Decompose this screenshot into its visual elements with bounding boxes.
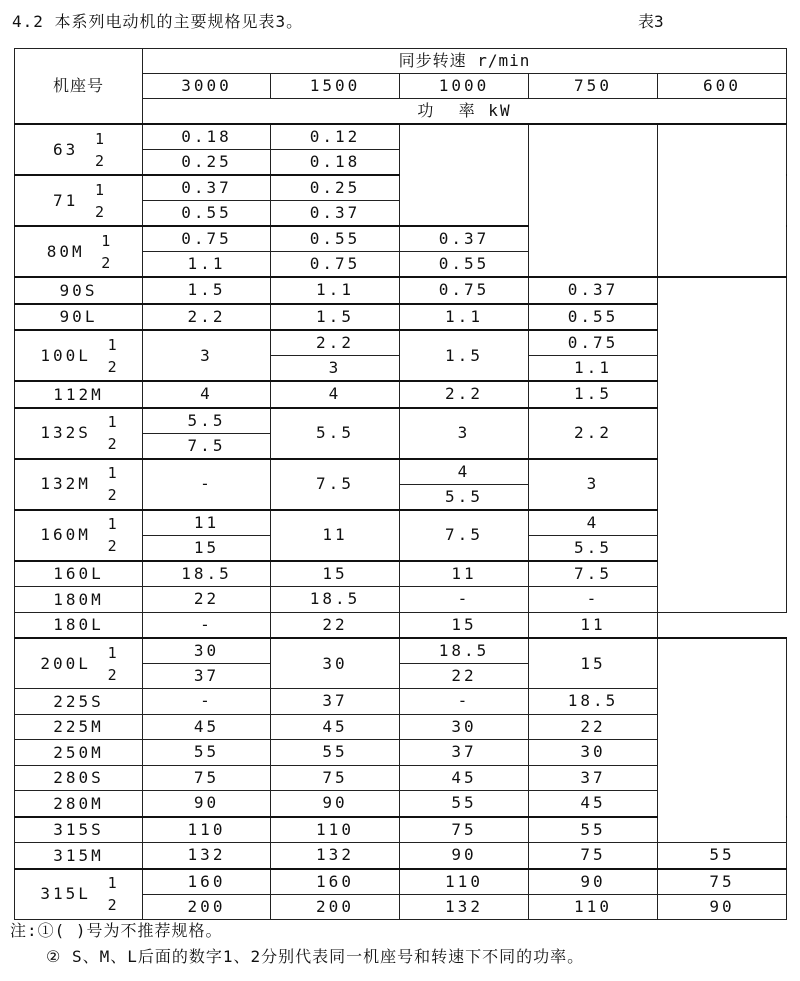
value-cell: 5.5 (271, 408, 400, 459)
value-cell: 55 (143, 740, 271, 766)
frame-cell (15, 740, 143, 766)
empty-cell (658, 124, 787, 277)
frame-label: 180M (53, 589, 104, 609)
sub-label: 2 (94, 202, 104, 221)
frame-label: 280S (53, 768, 104, 787)
table-row (15, 124, 787, 150)
frame-label: 315M (53, 845, 104, 865)
sub-label: 1 (107, 643, 117, 662)
value-cell: 2.2 (400, 381, 529, 408)
value-cell: 110 (271, 817, 400, 843)
frame-cell (15, 612, 143, 638)
value-cell: - (143, 689, 271, 715)
value-cell: 1.1 (529, 356, 658, 382)
frame-cell (15, 226, 143, 277)
value-cell: 15 (271, 561, 400, 587)
value-cell: 55 (529, 817, 658, 843)
frame-cell (15, 277, 143, 304)
value-cell: 55 (271, 740, 400, 766)
frame-label: 250M (53, 742, 104, 762)
value-cell: 22 (271, 612, 400, 638)
frame-label: 160L (53, 564, 104, 583)
value-cell: 2.2 (271, 330, 400, 356)
frame-label: 63 (53, 139, 79, 159)
value-cell: 75 (658, 869, 787, 895)
frame-cell (15, 510, 143, 561)
value-cell: 0.18 (271, 150, 400, 176)
value-cell: 160 (271, 869, 400, 895)
sub-label: 1 (107, 874, 117, 892)
value-cell: 4 (271, 381, 400, 408)
speed-750: 750 (529, 74, 658, 99)
sub-label: 1 (107, 515, 117, 533)
value-cell: 7.5 (529, 561, 658, 587)
value-cell: 0.55 (400, 252, 529, 278)
value-cell: 110 (400, 869, 529, 895)
value-cell: 2.2 (529, 408, 658, 459)
value-cell: 37 (400, 740, 529, 766)
value-cell: 0.37 (529, 277, 658, 304)
value-cell: 160 (143, 869, 271, 895)
frame-label: 71 (53, 190, 79, 210)
frame-cell (15, 843, 143, 869)
value-cell: 132 (143, 843, 271, 869)
power-header: 功 率 kW (143, 99, 787, 125)
speed-header: 同步转速 r/min (143, 49, 787, 74)
value-cell: 18.5 (143, 561, 271, 587)
notes (10, 918, 584, 970)
sub-label: 2 (107, 896, 117, 914)
value-cell: 11 (271, 510, 400, 561)
header-row (15, 49, 787, 74)
sub-label: 2 (107, 435, 117, 453)
frame-label: 100L (40, 345, 91, 365)
table-row (15, 869, 787, 895)
value-cell: 45 (529, 791, 658, 817)
speed-3000: 3000 (143, 74, 271, 99)
value-cell: 90 (271, 791, 400, 817)
value-cell: 110 (529, 894, 658, 919)
value-cell: 37 (529, 765, 658, 791)
motor-spec-table (14, 48, 787, 920)
value-cell: 37 (143, 664, 271, 689)
value-cell: 0.37 (143, 175, 271, 201)
empty-cell (658, 638, 787, 843)
value-cell: 75 (529, 843, 658, 869)
value-cell: 1.5 (143, 277, 271, 304)
note-prefix: 注: (10, 921, 38, 940)
value-cell: 200 (143, 894, 271, 919)
value-cell: 30 (271, 638, 400, 689)
frame-label: 90L (59, 307, 98, 326)
frame-cell (15, 381, 143, 408)
sub-label: 1 (107, 335, 117, 354)
frame-cell (15, 561, 143, 587)
value-cell: 0.75 (529, 330, 658, 356)
table-row (15, 638, 787, 664)
sub-label: 2 (107, 357, 117, 376)
value-cell: 22 (400, 664, 529, 689)
value-cell: 4 (529, 510, 658, 536)
frame-label: 315L (40, 884, 91, 903)
value-cell: 5.5 (400, 484, 529, 510)
frame-cell (15, 175, 143, 226)
value-cell: 7.5 (400, 510, 529, 561)
frame-cell (15, 408, 143, 459)
value-cell: 200 (271, 894, 400, 919)
note-text: ①( )号为不推荐规格。 (37, 921, 223, 940)
value-cell: 15 (529, 638, 658, 689)
frame-cell (15, 791, 143, 817)
speed-1000: 1000 (400, 74, 529, 99)
value-cell: 7.5 (143, 433, 271, 459)
value-cell: 22 (529, 714, 658, 740)
value-cell: 5.5 (143, 408, 271, 434)
value-cell: 3 (271, 356, 400, 382)
empty-cell (529, 124, 658, 277)
value-cell: 55 (400, 791, 529, 817)
frame-label: 160M (40, 525, 91, 544)
value-cell: 3 (400, 408, 529, 459)
value-cell: 110 (143, 817, 271, 843)
value-cell: 11 (400, 561, 529, 587)
value-cell: 55 (658, 843, 787, 869)
frame-header: 机座号 (15, 49, 143, 125)
value-cell: 11 (143, 510, 271, 536)
frame-cell (15, 817, 143, 843)
frame-label: 200L (40, 653, 91, 673)
value-cell: 37 (271, 689, 400, 715)
frame-label: 90S (59, 280, 98, 300)
sub-label: 1 (107, 464, 117, 482)
value-cell: 18.5 (400, 638, 529, 664)
value-cell: 0.75 (271, 252, 400, 278)
sub-label: 2 (94, 151, 104, 170)
sub-label: 2 (101, 253, 111, 272)
frame-label: 80M (46, 241, 85, 261)
frame-label: 280M (53, 793, 104, 813)
note-text: ② S、M、L后面的数字1、2分别代表同一机座号和转速下不同的功率。 (46, 947, 585, 966)
value-cell: 18.5 (529, 689, 658, 715)
value-cell: 1.1 (400, 304, 529, 331)
note-2 (10, 944, 584, 970)
value-cell: 7.5 (271, 459, 400, 510)
table-label: 表3 (638, 12, 664, 31)
sub-label: 2 (107, 486, 117, 504)
note-1 (10, 918, 584, 944)
value-cell: 0.25 (271, 175, 400, 201)
value-cell: 0.75 (400, 277, 529, 304)
value-cell: 0.75 (143, 226, 271, 252)
value-cell: 11 (529, 612, 658, 638)
value-cell: 22 (143, 587, 271, 613)
sub-label: 1 (94, 180, 104, 199)
speed-1500: 1500 (271, 74, 400, 99)
value-cell: 0.55 (529, 304, 658, 331)
value-cell: 15 (400, 612, 529, 638)
value-cell: 90 (529, 869, 658, 895)
value-cell: 132 (400, 894, 529, 919)
value-cell: 0.18 (143, 124, 271, 150)
value-cell: 0.55 (143, 201, 271, 227)
frame-cell (15, 869, 143, 920)
value-cell: 75 (400, 817, 529, 843)
sub-label: 1 (101, 231, 111, 250)
value-cell: 2.2 (143, 304, 271, 331)
table-row (15, 612, 787, 638)
value-cell: 0.12 (271, 124, 400, 150)
value-cell: 45 (271, 714, 400, 740)
value-cell: 1.5 (400, 330, 529, 381)
frame-label: 180L (53, 615, 104, 634)
value-cell: 75 (271, 765, 400, 791)
value-cell: 1.1 (271, 277, 400, 304)
sub-label: 1 (107, 413, 117, 431)
section-heading: 4.2 本系列电动机的主要规格见表3。 (12, 12, 304, 31)
frame-cell (15, 638, 143, 689)
value-cell: 1.5 (529, 381, 658, 408)
value-cell: 0.37 (271, 201, 400, 227)
empty-cell (400, 124, 529, 226)
value-cell: 18.5 (271, 587, 400, 613)
value-cell: 45 (400, 765, 529, 791)
value-cell: 75 (143, 765, 271, 791)
frame-label: 132S (40, 423, 91, 442)
value-cell: 0.25 (143, 150, 271, 176)
value-cell: 3 (143, 330, 271, 381)
value-cell: 90 (400, 843, 529, 869)
value-cell: 45 (143, 714, 271, 740)
sub-label: 2 (107, 665, 117, 684)
frame-label: 132M (40, 474, 91, 493)
frame-cell (15, 124, 143, 175)
speed-600: 600 (658, 74, 787, 99)
frame-cell (15, 304, 143, 331)
value-cell: - (400, 689, 529, 715)
value-cell: - (143, 612, 271, 638)
value-cell: 132 (271, 843, 400, 869)
value-cell: 1.5 (271, 304, 400, 331)
value-cell: 4 (400, 459, 529, 485)
frame-label: 225M (53, 717, 104, 736)
table-row (15, 843, 787, 869)
value-cell: 3 (529, 459, 658, 510)
value-cell: 30 (400, 714, 529, 740)
value-cell: 1.1 (143, 252, 271, 278)
value-cell: 30 (529, 740, 658, 766)
frame-cell (15, 587, 143, 613)
frame-cell (15, 330, 143, 381)
value-cell: 0.37 (400, 226, 529, 252)
empty-cell (658, 277, 787, 612)
frame-label: 112M (53, 384, 104, 404)
frame-cell (15, 714, 143, 740)
frame-cell (15, 765, 143, 791)
frame-cell (15, 459, 143, 510)
value-cell: - (529, 587, 658, 613)
sub-label: 2 (107, 537, 117, 555)
frame-label: 315S (53, 820, 104, 839)
value-cell: 4 (143, 381, 271, 408)
value-cell: 0.55 (271, 226, 400, 252)
value-cell: 90 (658, 894, 787, 919)
value-cell: 30 (143, 638, 271, 664)
frame-cell (15, 689, 143, 715)
table-row (15, 277, 787, 304)
value-cell: - (400, 587, 529, 613)
value-cell: 5.5 (529, 535, 658, 561)
frame-label: 225S (53, 691, 104, 711)
value-cell: 15 (143, 535, 271, 561)
value-cell: - (143, 459, 271, 510)
sub-label: 1 (94, 129, 104, 148)
value-cell: 90 (143, 791, 271, 817)
